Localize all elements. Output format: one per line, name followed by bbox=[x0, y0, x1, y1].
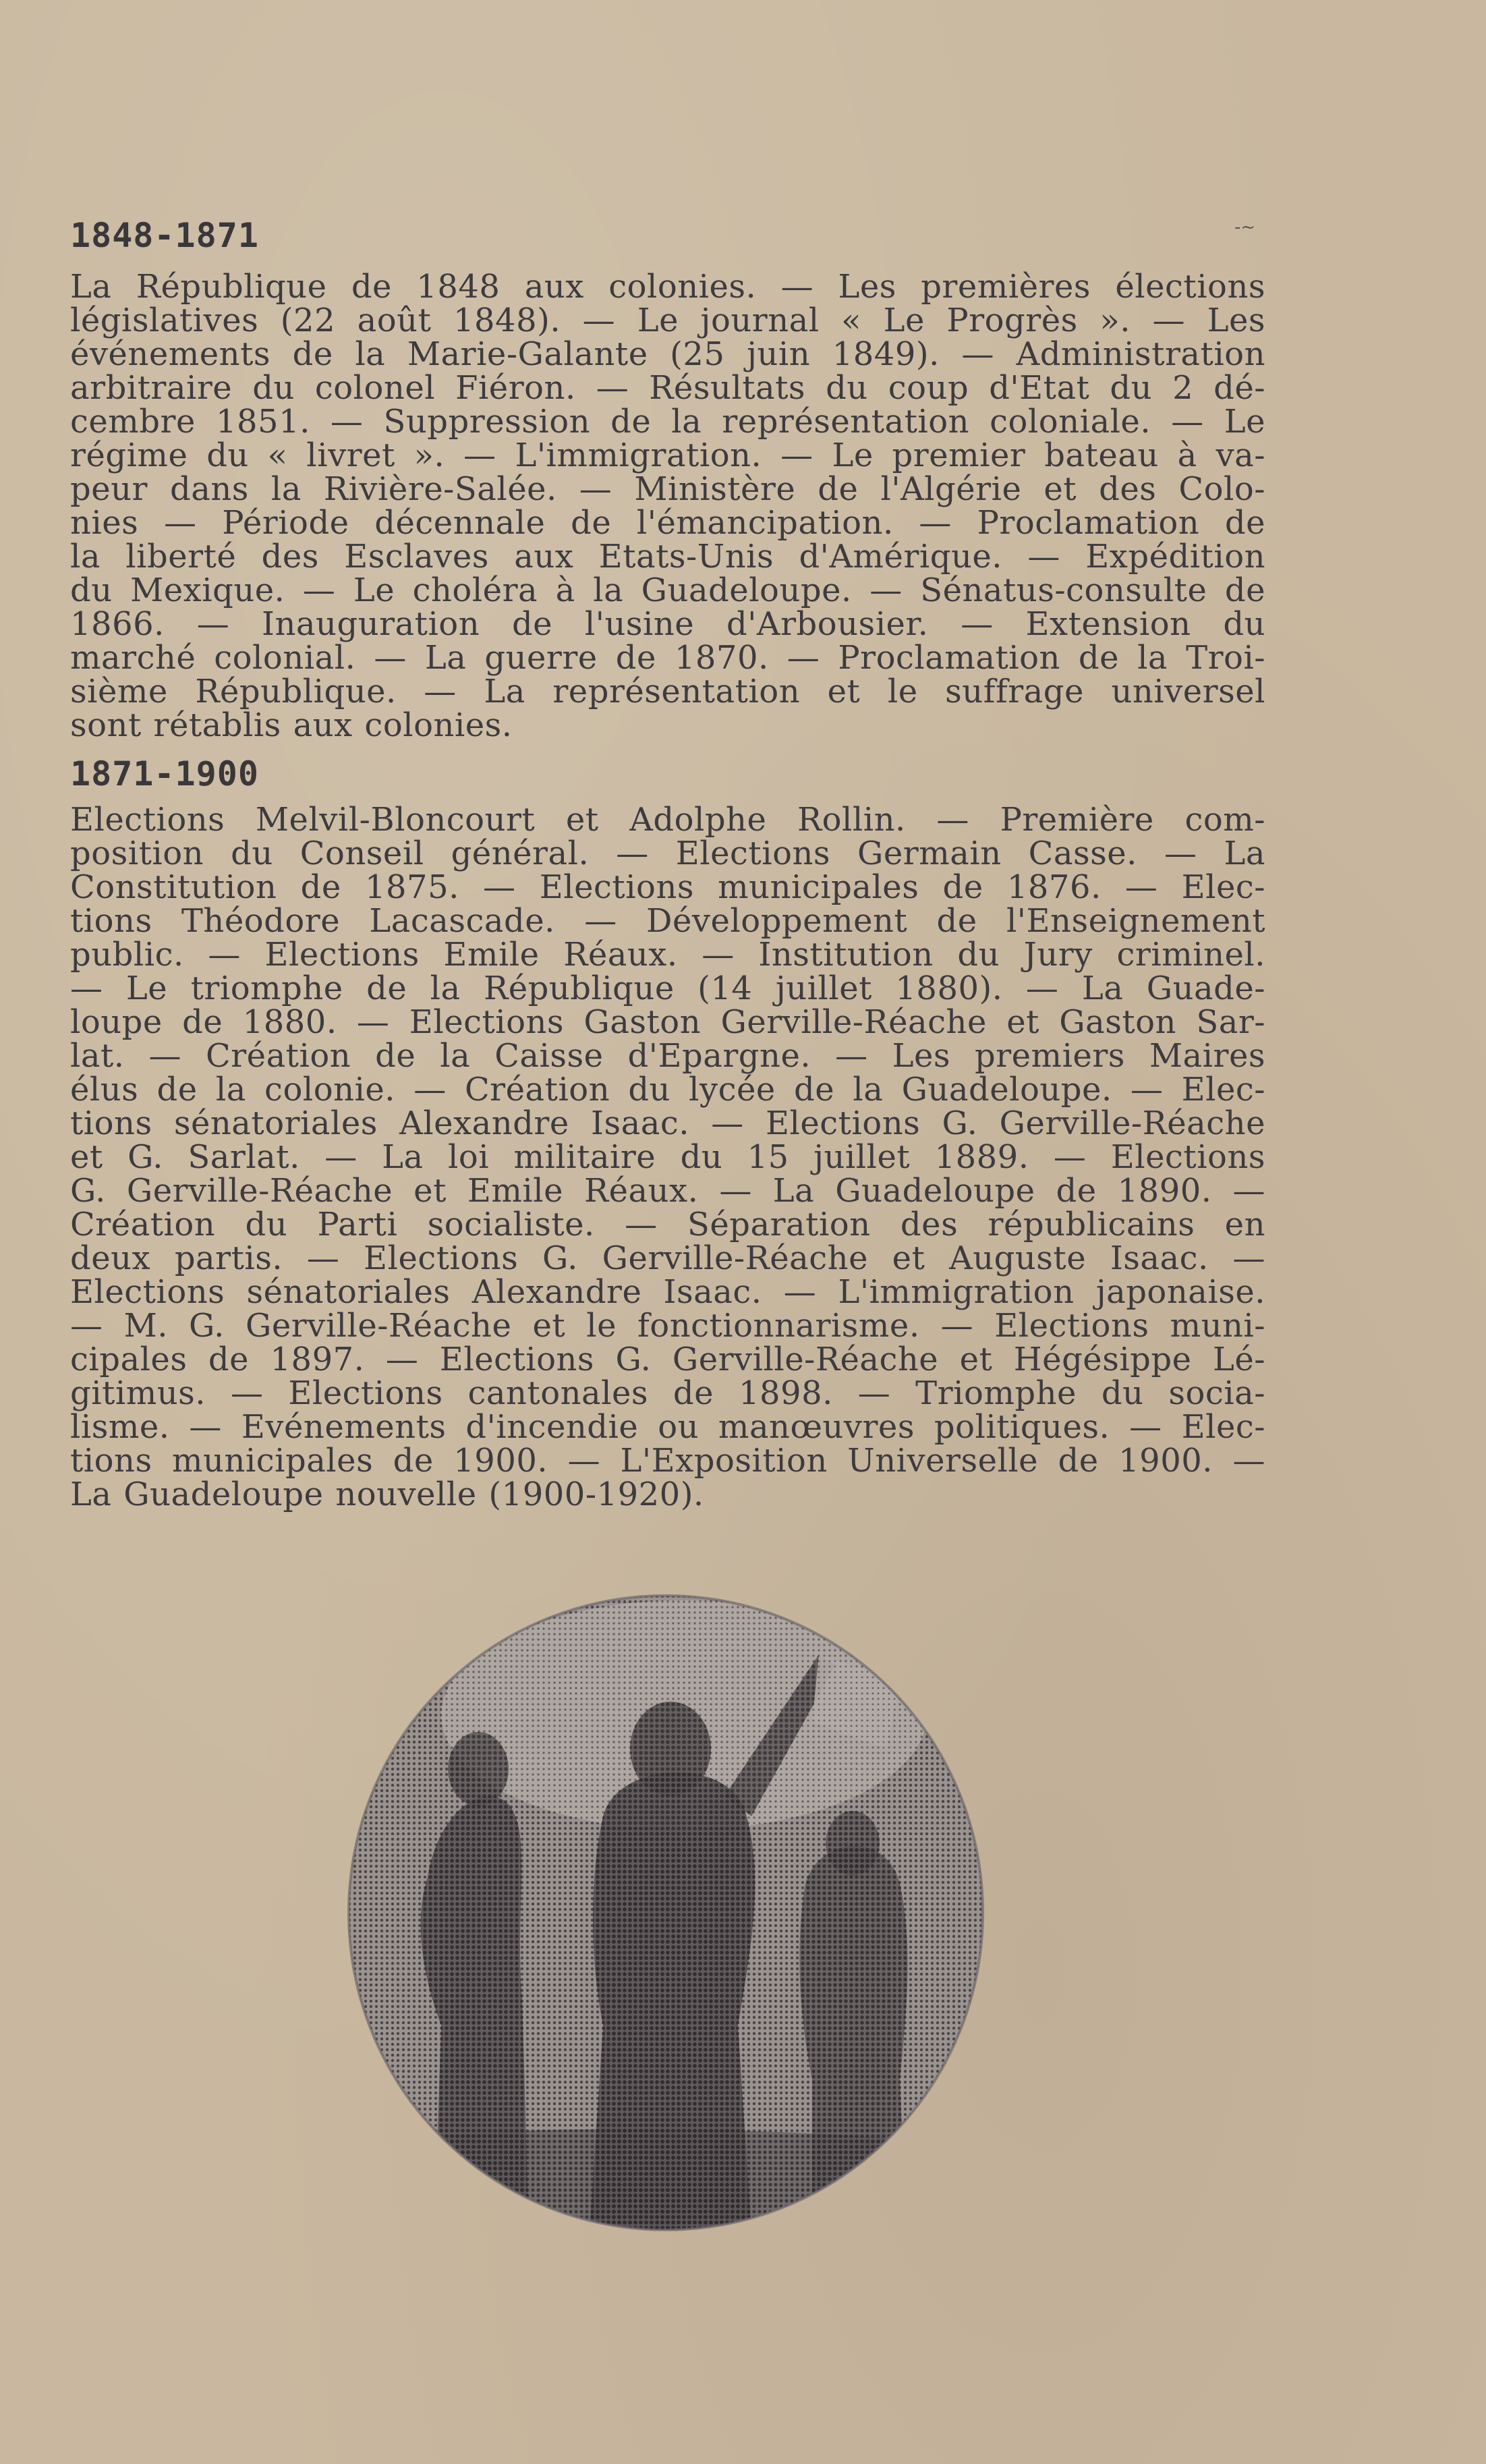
text-line: G. Gerville-Réache et Emile Réaux. — La Guadeloupe de 1890. — bbox=[70, 1172, 1265, 1210]
text-line: cembre 1851. — Suppression de la représentation coloniale. — Le bbox=[70, 403, 1265, 441]
text-line: position du Conseil général. — Elections Germain Casse. — La bbox=[70, 835, 1265, 872]
text-line: lisme. — Evénements d'incendie ou manœuvres politiques. — Elec- bbox=[70, 1408, 1265, 1446]
text-line: Constitution de 1875. — Elections municipales de 1876. — Elec- bbox=[70, 868, 1265, 906]
text-line: du Mexique. — Le choléra à la Guadeloupe. — Sénatus-consulte de bbox=[70, 571, 1265, 609]
text-line: et G. Sarlat. — La loi militaire du 15 juillet 1889. — Elections bbox=[70, 1138, 1265, 1176]
text-line: sont rétablis aux colonies. bbox=[70, 706, 513, 744]
text-line: Elections sénatoriales Alexandre Isaac. — L'immigration japonaise. bbox=[70, 1273, 1265, 1311]
text-line: La République de 1848 aux colonies. — Les premières élections bbox=[70, 268, 1265, 306]
text-line: législatives (22 août 1848). — Le journal « Le Progrès ». — Les bbox=[70, 302, 1265, 339]
text-line: tions sénatoriales Alexandre Isaac. — Elections G. Gerville-Réache bbox=[70, 1104, 1265, 1142]
section-text-1848-1871 bbox=[70, 270, 1265, 742]
text-line: Création du Parti socialiste. — Séparation des républicains en bbox=[70, 1206, 1265, 1243]
text-line: peur dans la Rivière-Salée. — Ministère de l'Algérie et des Colo- bbox=[70, 470, 1265, 508]
text-line: lat. — Création de la Caisse d'Epargne. — Les premiers Maires bbox=[70, 1037, 1265, 1075]
text-line: nies — Période décennale de l'émancipation. — Proclamation de bbox=[70, 504, 1265, 542]
text-line: la liberté des Esclaves aux Etats-Unis d'Amérique. — Expédition bbox=[70, 538, 1265, 576]
text-line: événements de la Marie-Galante (25 juin 1849). — Administration bbox=[70, 335, 1265, 373]
text-line: marché colonial. — La guerre de 1870. — Proclamation de la Troi- bbox=[70, 639, 1265, 677]
text-line: sième République. — La représentation et le suffrage universel bbox=[70, 673, 1265, 710]
medallion-illustration bbox=[347, 1594, 985, 2232]
text-line: La Guadeloupe nouvelle (1900-1920). bbox=[70, 1476, 704, 1513]
section-text-1871-1900 bbox=[70, 803, 1265, 1511]
text-line: gitimus. — Elections cantonales de 1898. — Triomphe du socia- bbox=[70, 1374, 1265, 1412]
text-line: arbitraire du colonel Fiéron. — Résultats du coup d'Etat du 2 dé- bbox=[70, 369, 1265, 407]
section-heading-1871-1900: 1871-1900 bbox=[70, 754, 259, 793]
text-line: tions Théodore Lacascade. — Développement de l'Enseignement bbox=[70, 902, 1265, 940]
text-line: — Le triomphe de la République (14 juillet 1880). — La Guade- bbox=[70, 970, 1265, 1007]
text-line: élus de la colonie. — Création du lycée de la Guadeloupe. — Elec- bbox=[70, 1071, 1265, 1109]
text-line: tions municipales de 1900. — L'Exposition Universelle de 1900. — bbox=[70, 1442, 1265, 1480]
text-line: — M. G. Gerville-Réache et le fonctionnarisme. — Elections muni- bbox=[70, 1307, 1265, 1345]
text-line: Elections Melvil-Bloncourt et Adolphe Rollin. — Première com- bbox=[70, 801, 1265, 839]
text-line: régime du « livret ». — L'immigration. — Le premier bateau à va- bbox=[70, 437, 1265, 474]
text-line: public. — Elections Emile Réaux. — Institution du Jury criminel. bbox=[70, 936, 1265, 974]
text-line: loupe de 1880. — Elections Gaston Gerville-Réache et Gaston Sar- bbox=[70, 1003, 1265, 1041]
text-line: 1866. — Inauguration de l'usine d'Arbousier. — Extension du bbox=[70, 605, 1265, 643]
section-heading-1848-1871: 1848-1871 bbox=[70, 216, 259, 255]
stray-print-mark: -~ bbox=[1234, 217, 1256, 237]
text-line: cipales de 1897. — Elections G. Gerville-Réache et Hégésippe Lé- bbox=[70, 1341, 1265, 1378]
text-line: deux partis. — Elections G. Gerville-Réache et Auguste Isaac. — bbox=[70, 1239, 1265, 1277]
